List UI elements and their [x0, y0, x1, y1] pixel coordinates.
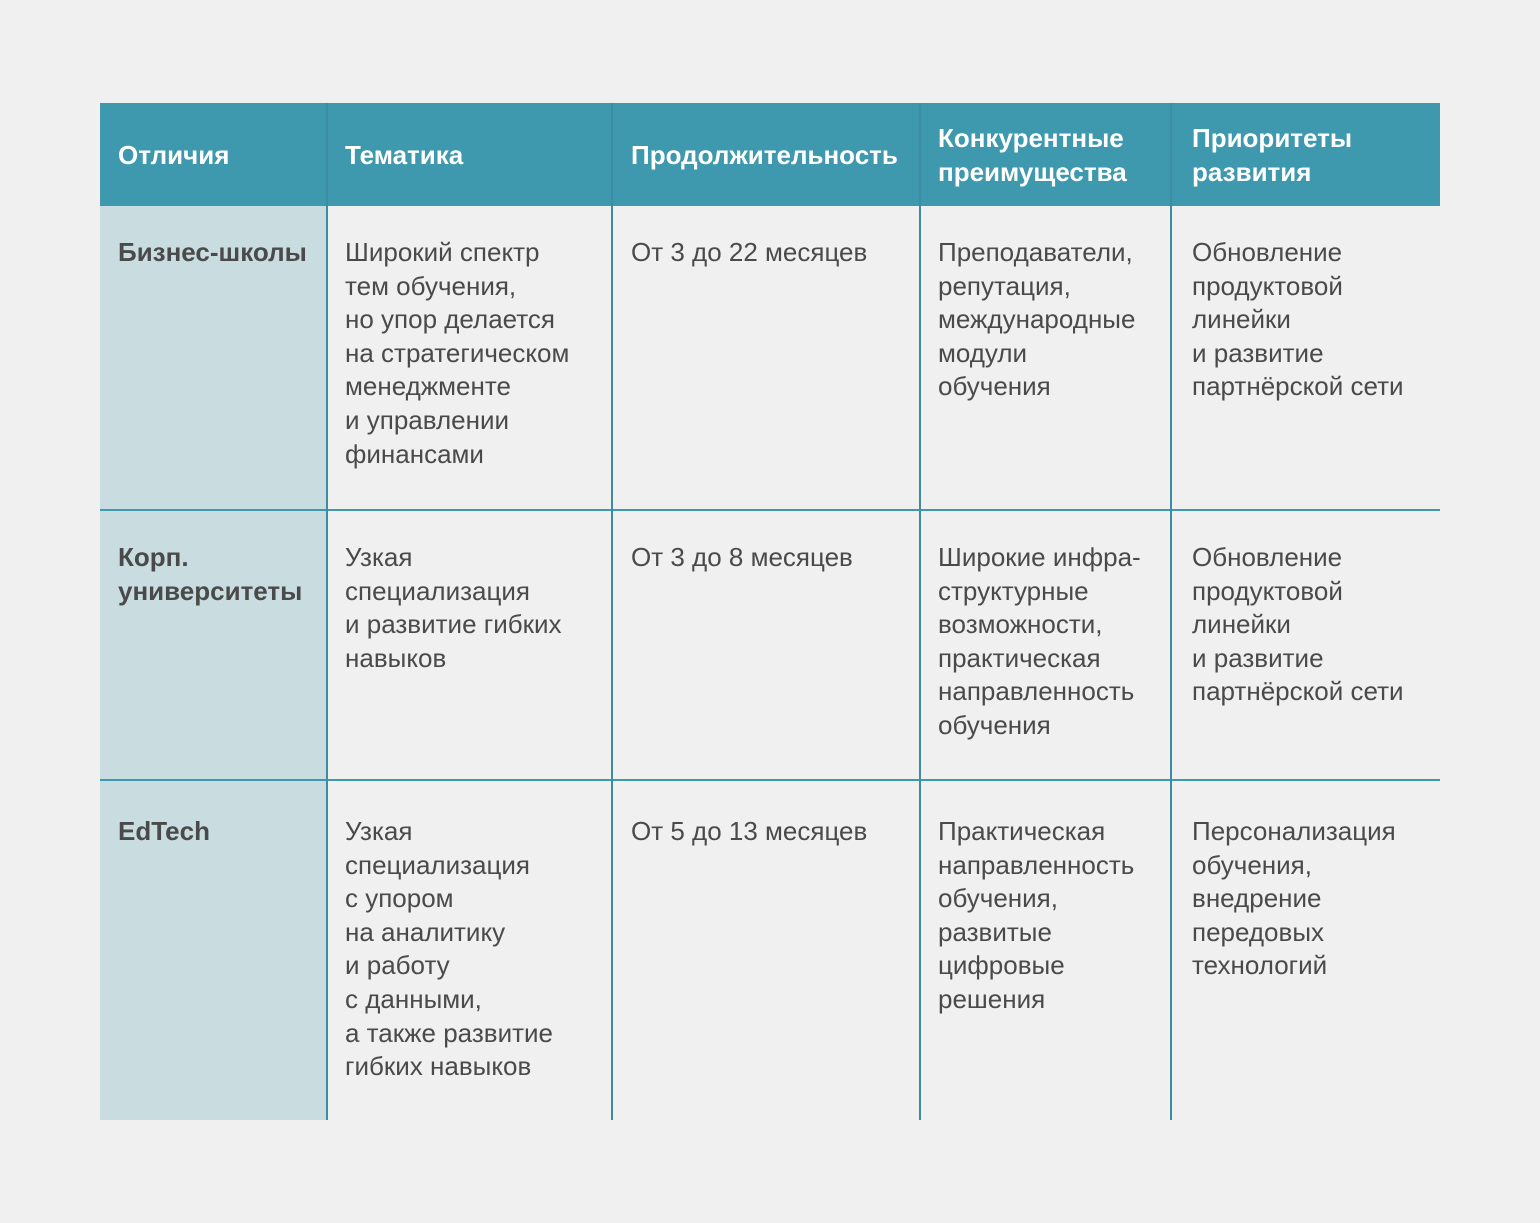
- header-topics: Тематика: [345, 139, 464, 170]
- header-competitive-advantages: Конкурентные преимущества: [938, 122, 1127, 187]
- cell-development-priorities: Персонализация обучения, внедрение передовых технологий: [1192, 816, 1396, 981]
- row-divider: [100, 779, 1440, 781]
- row-label-corporate-universities: Корп. университеты: [118, 542, 303, 606]
- comparison-table: [100, 103, 1440, 1120]
- header-duration: Продолжительность: [631, 139, 898, 170]
- column-divider: [326, 103, 328, 1120]
- cell-duration: От 3 до 22 месяцев: [631, 237, 868, 267]
- cell-development-priorities: Обновление продуктовой линейки и развитие партнёрской сети: [1192, 542, 1404, 707]
- cell-competitive-advantages: Широкие инфра- структурные возможности, практическая направленность обучения: [938, 542, 1141, 740]
- cell-topics: Узкая специализация и развитие гибких навыков: [345, 542, 562, 673]
- cell-competitive-advantages: Практическая направленность обучения, развитые цифровые решения: [938, 816, 1135, 1014]
- cell-development-priorities: Обновление продуктовой линейки и развитие партнёрской сети: [1192, 237, 1404, 402]
- column-divider: [611, 103, 613, 1120]
- header-differences: Отличия: [118, 139, 230, 170]
- cell-competitive-advantages: Преподаватели, репутация, международные модули обучения: [938, 237, 1136, 402]
- column-divider: [919, 103, 921, 1120]
- row-label-column: [100, 206, 327, 1120]
- row-label-business-schools: Бизнес-школы: [118, 237, 307, 267]
- cell-topics: Узкая специализация с упором на аналитику и работу с данными, а также развитие гибких навыков: [345, 816, 553, 1082]
- row-label-edtech: EdTech: [118, 816, 210, 846]
- header-development-priorities: Приоритеты развития: [1192, 122, 1353, 187]
- cell-duration: От 3 до 8 месяцев: [631, 542, 853, 572]
- column-divider: [1170, 103, 1172, 1120]
- row-divider: [100, 509, 1440, 511]
- cell-duration: От 5 до 13 месяцев: [631, 816, 868, 846]
- cell-topics: Широкий спектр тем обучения, но упор делается на стратегическом менеджменте и управлении финансами: [345, 237, 570, 469]
